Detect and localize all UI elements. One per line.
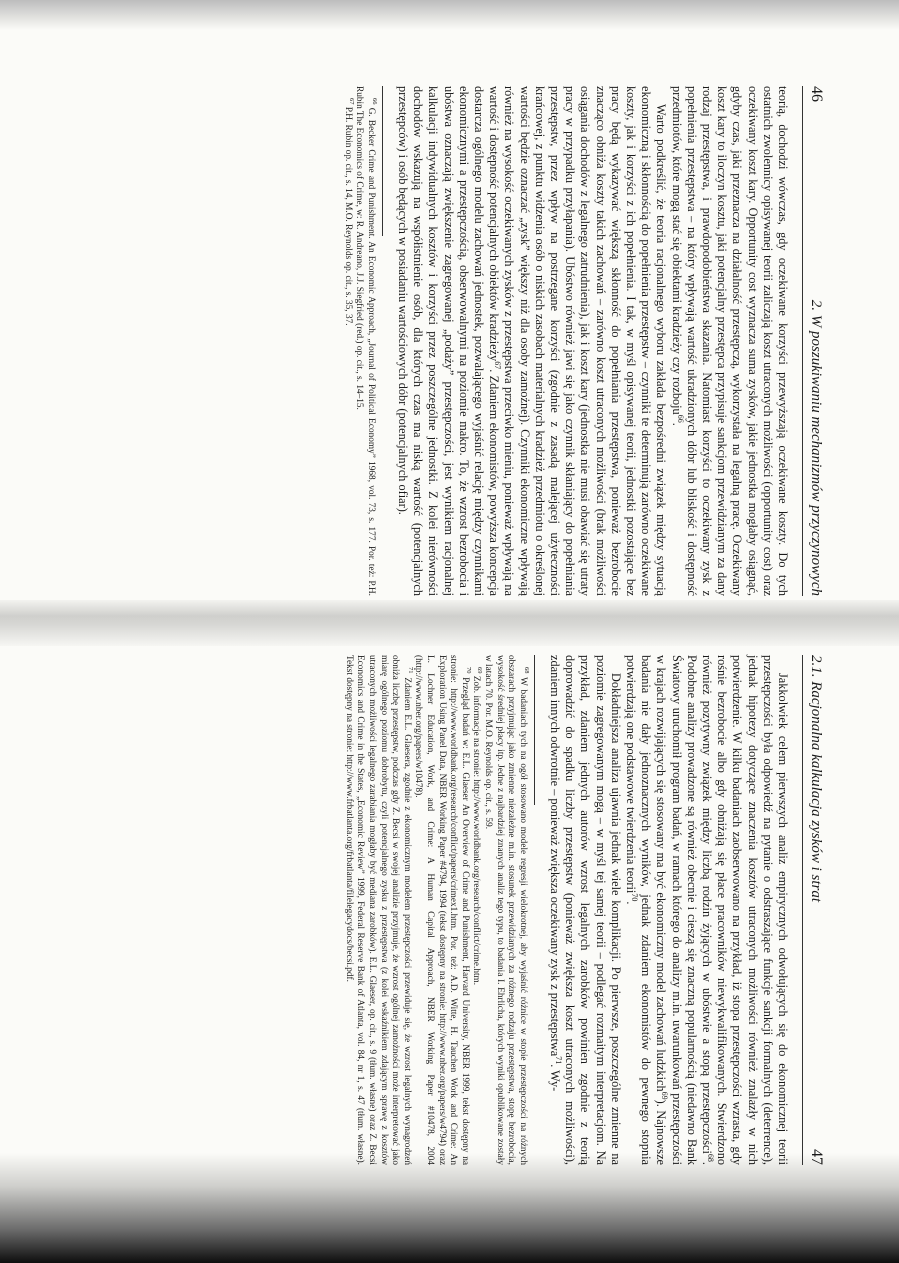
right-footnotes — [342, 655, 528, 1165]
footnote-ref-68[interactable]: 68 — [706, 1153, 716, 1162]
left-running-head — [802, 86, 825, 596]
right-page-number: 47 — [808, 1149, 825, 1165]
left-running-head-title: 2. W poszukiwaniu mechanizmów przyczynowych — [808, 299, 824, 596]
right-running-head-title: 2.1. Racjonalna kalkulacja zysków i strat — [808, 655, 824, 903]
left-paragraph: Warto podkreślić, że teoria racjonalnego wyboru zakłada bezpośredni związek między sytuacją ekonomiczną i skłonnością do popełnienia przestępstw – czynniki te determinują zarówno oczekiwane koszty, jak i korzyści z ich popełnienia. I tak, w myśl opisywanej teorii, jednostki pozostające bez pracy będą wykazywać większą skłonność do popełniania przestępstwa, ponieważ bezrobocie znacząco obniża koszty takich zachowań – zarówno koszt utraconych możliwości (brak możliwości osiągania dochodów z legalnego zatrudnienia), jak i koszt kary (jednostka nie musi obawiać się utraty pracy w przypadku przyłapania). Ubóstwo również jawi się jako czynnik skłaniający do popełniania przestępstw, przez wpływ na postrzegane korzyści (zgodnie z zasadą malejącej użyteczności krańcowej, z punktu widzenia osób o niskich zasobach materialnych kradzież przedmiotu o określonej wartości będzie oznaczać „zysk” większy niż dla osoby zamożnej). Czynniki ekonomiczne wpływają również na wysokość oczekiwanych zysków z przestępstwa przeciwko mieniu, ponieważ wpływają na wartość i dostępność potencjalnych obiektów kradzieży$^{67}$. Zdaniem ekonomistów, powyższa koncepcja dostarcza ogólnego modelu zachowań jednostek, pozwalającego wyjaśnić relację między czynnikami ekonomicznymi a przestępczością, obserwowalnymi na poziomie makro. To, że wzrost bezrobocia i ubóstwa oznaczają zwiększenie zagregowanej „podaży” przestępczości, jest wynikiem racjonalnej kalkulacji indywidualnych kosztów i korzyści przez poszczególne jednostki. Z kolei nierówności dochodów wskazują na współistnienie osób, dla których czas ma niską wartość (potencjalnych przestępców) i osób będących w posiadaniu wartościowych dóbr (potencjalnych ofiar). — [395, 86, 669, 597]
footnote: $^{67}$ P.H. Rubin op. cit., s. 14, M.O. Reynolds op. cit., s. 35, 37. — [342, 98, 355, 326]
footnote-ref-67[interactable]: 67 — [493, 361, 503, 370]
footnote-rule — [534, 655, 535, 805]
right-running-head — [802, 655, 825, 1165]
left-body-text — [395, 86, 790, 596]
right-page — [25, 655, 825, 1165]
footnote-ref-66[interactable]: 66 — [675, 414, 685, 423]
footnote: $^{69}$ Zob. informacje na stronie: http://www.worldbank.org/research/conflict/crime.htm. — [471, 667, 484, 986]
footnote: $^{71}$ Zdaniem E.L. Glaesera, zgodnie z ekonomicznym modelem przestępczości przewiduje się, że wzrost legalnych wynagrodzeń obniża liczbę przestępstw, podczas gdy Z. Becsi w swojej analizie przyjmuje, że wzrost ogólnej zamożności może interpretować jako miarę ogólnego poziomu dobrobytu, czyli potencjalnego zysku z przestępstwa (z kolei wskaźnikiem zdającym sprawę z kosztów utraconych możliwości legalnego zarabiania mogłaby być mediana zarobków). E.L. Glaeser, op. cit., s. 9 (tłum. własne) oraz Z. Becsi Economics and Crime in the States, „Economic Review” 1999, Federal Reserve Bank of Atlanta, vol. 84, nr 1, s. 47 (tłum. własne). Tekst dostępny na stronie: http://www.frbatlanta.org/frbatlanta/filelegacydocs/becsi.pdf. — [343, 655, 414, 1166]
left-page-number: 46 — [808, 86, 825, 102]
footnote-ref-71[interactable]: 71 — [554, 1056, 564, 1065]
footnote-ref-69[interactable]: 69 — [660, 1091, 670, 1100]
left-page — [25, 86, 825, 596]
right-body-text — [547, 655, 790, 1165]
left-paragraph: teorią, dochodzi wówczas, gdy oczekiwane korzyści przewyższają oczekiwane koszty. Do tych ostatnich zwolennicy opisywanej teorii zaliczają koszt utraconych możliwości (opportunity cost) oraz oczekiwany koszt kary. Opportunity cost wyznacza suma zysków, jakie jednostka mogłaby osiągnąć, gdyby czas, jaki przeznacza na działalność przestępczą, wykorzystała na legalną pracę. Oczekiwany koszt kary to iloczyn kosztu, jaki potencjalny przestępca przypisuje sankcjom przewidzianym za dany rodzaj przestępstwa, i prawdopodobieństwa skazania. Natomiast korzyści to oczekiwany zysk z popełnienia przestępstwa – na który wpływają wartość ukradzionych dóbr lub bliskość i dostępność przedmiotów, które mogą stać się obiektami kradzieży czy rozboju$^{66}$. — [669, 86, 790, 596]
book-gutter — [0, 600, 899, 646]
scan-shadow-right — [0, 1153, 899, 1263]
footnote-ref-70[interactable]: 70 — [630, 893, 640, 902]
footnote: $^{66}$ G. Becker Crime and Punishment. An Economic Approach, „Journal of Political Economy” 1968, vol. 73, s. 177. Por. też: P.H. Rubin The Economics of Crime, w: R. Andreano, J.J. Siegfried (red.) op. cit., s. 14–15. — [354, 86, 378, 596]
right-paragraph: Dokładniejsza analiza ujawnia jednak wiele komplikacji. Po pierwsze, poszczególne zmienne na poziomie zagregowanym mogą – w myśl tej samej teorii – podlegać rozmaitym interpretacjom. Na przykład, zdaniem jednych autorów wzrost legalnych zarobków powinien zgodnie z teorią doprowadzić do spadku liczby przestępstw (ponieważ zwiększa koszt utraconych możliwości), zdaniem innych odwrotnie – ponieważ zwiększa oczekiwany zysk z przestępstwa$^{71}$. Wy- — [547, 655, 623, 1165]
right-paragraph: Jakkolwiek celem pierwszych analiz empirycznych odwołujących się do ekonomicznej teorii przestępczości była odpowiedź na pytanie o odstraszające funkcje sankcji formalnych (deterrence), jednak hipotezy dotyczące znaczenia kosztów utraconych możliwości również znalazły w nich potwierdzenie. W kilku badaniach zaobserwowano na przykład, iż stopa przestępczości wzrasta, gdy rośnie bezrobocie albo gdy obniżają się płace pracowników niewykwalifikowanych. Stwierdzono również pozytywny związek między liczbą rodzin żyjących w ubóstwie a stopą przestępczości$^{68}$. Podobne analizy prowadzone są również obecnie i cieszą się znaczną popularnością (niedawno Bank Światowy uruchomił program badań, w ramach którego do analizy m.in. uwarunkowań przestępczości w krajach rozwijających się stosowany ma być ekonomiczny model zachowań ludzkich$^{69}$). Najnowsze badania nie dały jednoznacznych wyników, jednak zdaniem ekonomistów do pewnego stopnia potwierdzają one podstawowe twierdzenia teorii$^{70}$. — [623, 655, 790, 1165]
footnote: $^{70}$ Przegląd badań w: E.L. Glaeser An Overview of Crime and Punishment, Harvard University, NBER 1999, tekst dostępny na stronie: http://www.worldbank.org/research/conflict/papers/crimex1.htm. Por. też: A.D. Witte, H. Tauchen Work and Crime: An Exploration Using Panel Data, NBER Working Paper #4794, 1994 (tekst dostępny na stronie: http://www.nber.org/papers/w4794) oraz L. Lochner Education, Work, and Crime: A Human Capital Approach, NBER Working Paper #10478, 2004 (http://www.nber.org/papers/w10478). — [413, 655, 472, 1165]
footnote: $^{68}$ W badaniach tych na ogół stosowano modele regresji wielokrotnej, aby wyjaśnić różnice w stopie przestępczości na różnych obszarach przyjmując jako zmienne niezależne m.in. stosunek przewidzianych za różnego rodzaju przestępstwa, stopę bezrobocia, wysokość średniej płacy itp. Jedne z najbardziej znanych analiz tego typu, to badania I. Ehrlicha, których wyniki opublikowane zostały w latach 70. Por. M.O. Reynolds op. cit., s. 59. — [482, 655, 530, 1166]
footnote-rule — [382, 86, 383, 236]
scan-shadow-left — [0, 0, 899, 30]
left-footnotes — [341, 86, 376, 596]
